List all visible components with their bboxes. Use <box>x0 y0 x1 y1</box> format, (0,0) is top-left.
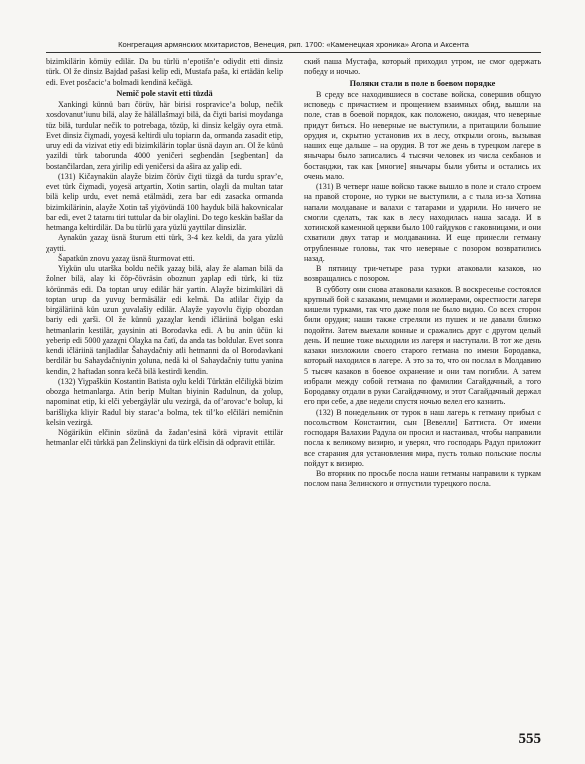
left-paragraph: bizimkilärin kömüy edilär. Da bu türlü n’epotišn’e odiydit etti dinsiz türk. Ol že dinsiz Bajdad pašasi kelip edi, Mustafa paša, ki ertädän kelip edi. Evet posčacic’a bolmadi kendinä kečägä. <box>46 57 283 87</box>
right-paragraph: ский паша Мустафа, который приходил утром, не смог одержать победу и ночью. <box>304 57 541 77</box>
right-paragraph: В пятницу три-четыре раза турки атаковали казаков, но возвращались с позором. <box>304 264 541 284</box>
left-column-transliteration <box>46 57 283 490</box>
page-number: 555 <box>518 731 541 747</box>
left-paragraph: Nögärikün elčinin sözünä da žadan’esinä körä viprаvit ettilär hetmanlar elči türkkä pan Želinskiyni da türk elčisin dä odpravit ettilär. <box>46 428 283 448</box>
left-paragraph: Yiχkün ulu utarška boldu nečik χazaχ bilä, alay že alaman bilä da žolner bilä, alay ki čöp-čövräsin oboznuп χaplap edi türk, ki tüz körünmäs edi. Da toptan uruy edilär här yartin. Alayže bizimkiläri dä toptan urup da yuvuχ bermäsälär edi kelmä. Da atlilar čiχip da birgäläriinä kün uzun χuvalašiy edilär. Alayže yayovlu čiχip obozdan bariy edi χarši. Ol že künnü χazaχlar kendi ičläriinä bolgan eski hetmanlarin kestilär, χaysinin ati Borodavka edi. A bu anin üčün ki yeberip edi 5000 χazaχni Olaχka na čatï, da anda tas boldular. Evet sonra kendi ičläriinä tanjladilar Šahaydačniy atli hetmanni da ol Borоdavkani berdilär bu Sahaydačniyniп χoluna, nedä ki ol Sahaydačniy tuttu yanina kendin, 2 haftadan sonra kečä bilä kestirdi kendin. <box>46 264 283 376</box>
left-paragraph: (131) Kičaynakün alayže bizim čörüv čiχti tüzgä da turdu sprav’e, evet türk čiχmadi, yoχesä artχartin, Xotin sartin, olaχli da multan tatar bilä kelip urdu, evet nemä etälmädi, zera bar edi zasacka ormanda bizimkilärinin, alayže Xotin taš yiχövündä 100 hayduk bilä hakovnicalar bar edi, evet 2 tatarnı tiri tuttular da bir olaχlini. Do tegо keskän bašlar da hetmanga keltirdilär. Da bu türlü χara yüzlü χayttilar dinsizlär. <box>46 171 283 233</box>
right-section-heading: Поляки стали в поле в боевом порядке <box>349 78 496 88</box>
right-paragraph: В субботу они снова атаковали казаков. В воскресенье состоялся крупный бой с казаками, немцами и жолнерами, окрестности лагеря кишели турками, так что даже поля не было видно. Со всех сторон били орудия; наши также стреляли из пушек и не давали близко подойти. Затем выехали конные и сражались друг с другом целый день. И пешие тоже выходили из лагеря и наступали. В тот же день казаки низложили своего старого гетмана по имени Бородавка, который находился в лагере. А это за то, что он послал в Молдавию 5 тысяч казаков в боевое охранение и они там погибли. А затем избрали между собой гетмана по фамилии Сагайдачный, а того Бородавку отдали в руки Сагайдачному, и этот Сагайдачный держал его при себе, а две недели спустя ночью велел его казнить. <box>304 284 541 407</box>
two-column-body <box>46 57 541 490</box>
right-column-translation <box>304 57 541 490</box>
right-paragraph: В среду все находившиеся в составе войска, совершив общую исповедь с причастием и прощением взаимных обид, вышли на поле, став в боевой порядок, как положено, ожидая, что неверные придут биться. Но неверные не выступили, а притащили большие орудия и, скрытно установив их в лесу, открыли огонь, вызывая наших еще дальше – на орудия. В тот же день в турецком лагере в янычары было записались 4 тысячи человек из числа секбанов и бостанджи, так как [многие] янычары были убиты и остались их очень мало. <box>304 89 541 181</box>
right-paragraph: (131) В четверг наше войско также вышло в поле и стало строем на правой стороне, но турки не выступили, а с тыла из-за Хотина напали молдаване и валахи с татарами и ударили. Но ничего не смогли сделать, так как в лесу находилась наша засада. И в хотинской каменной церкви было 100 гайдуков с гаковницами, и они схватили двух татар и молдаванина. И еще принесли гетману отрубленные головы, так что неверные с позором возвратились назад. <box>304 182 541 263</box>
left-paragraph: Aynakün χazaχ üsnä šturum etti türk, 3-4 kez keldi, da χara yüzlü χaytti. <box>46 233 283 253</box>
left-section-heading: Nemič pole stavit etti tüzdä <box>116 88 213 98</box>
left-paragraph: Šapatkün znovu χazaχ üsnä šturmovat etti. <box>58 253 195 263</box>
left-paragraph: Xankingi künnü barı čörüv, här birisi rospravice’a bolup, nečik xosdovanut’iunu bilä, alay že hälällašmaχi bilä, da čiχti barisi moydanga tüz bilä, turdular nečik to potrebaga, tözüp, ki dinsiz kelgäy oyra etmä. Evet dinsiz čiχmadi, yoχesä keltirdi ulu topiarın da, ormanda zasadit etip, uruy edi da vizivat etiy edi bizimkilärin toplar üsnä dayın arı. Ol že künü yazildi türk taborunda 4000 yeničeri segbendän [segbentan] da bostančilardan, zera χiriliр edi yeničersi da aširа az χalip edi. <box>46 100 283 171</box>
right-paragraph: (132) В понедельник от турок в наш лагерь к гетману прибыл с посольством Константин, сын [Вевелли] Баттиста. От имени господаря Валахии Радула он просил и настаивал, чтобы направили посла к великому визирю, и уверял, что господарь Радул приложит все старания для установления мира, пусть только польские послы пойдут к визирю. <box>304 407 541 468</box>
right-paragraph: Во вторник по просьбе посла наши гетманы направили к туркам послом пана Зелинского и отпустили турецкого посла. <box>304 469 541 489</box>
left-paragraph: (132) Yiχpaškün Kostantin Batista oχlu keldi Türktän elčiliχkä bizim obozga hetmanlarga. Atin berip Multan biyinin Radulnun, da χolup, napominat etip, ki elči yebergäylär ulu vezirgä, da of’arovac’e bolup, ki barišliχka kliyir Radul biy starac’a bolma, tek til’ko elčiläri nemičnin kelsin vezirgä. <box>46 376 283 427</box>
running-head: Конгрегация армянских мхитаристов, Венеция, ркп. 1700: «Каменецкая хроника» Агопа и Аксента <box>46 40 541 53</box>
